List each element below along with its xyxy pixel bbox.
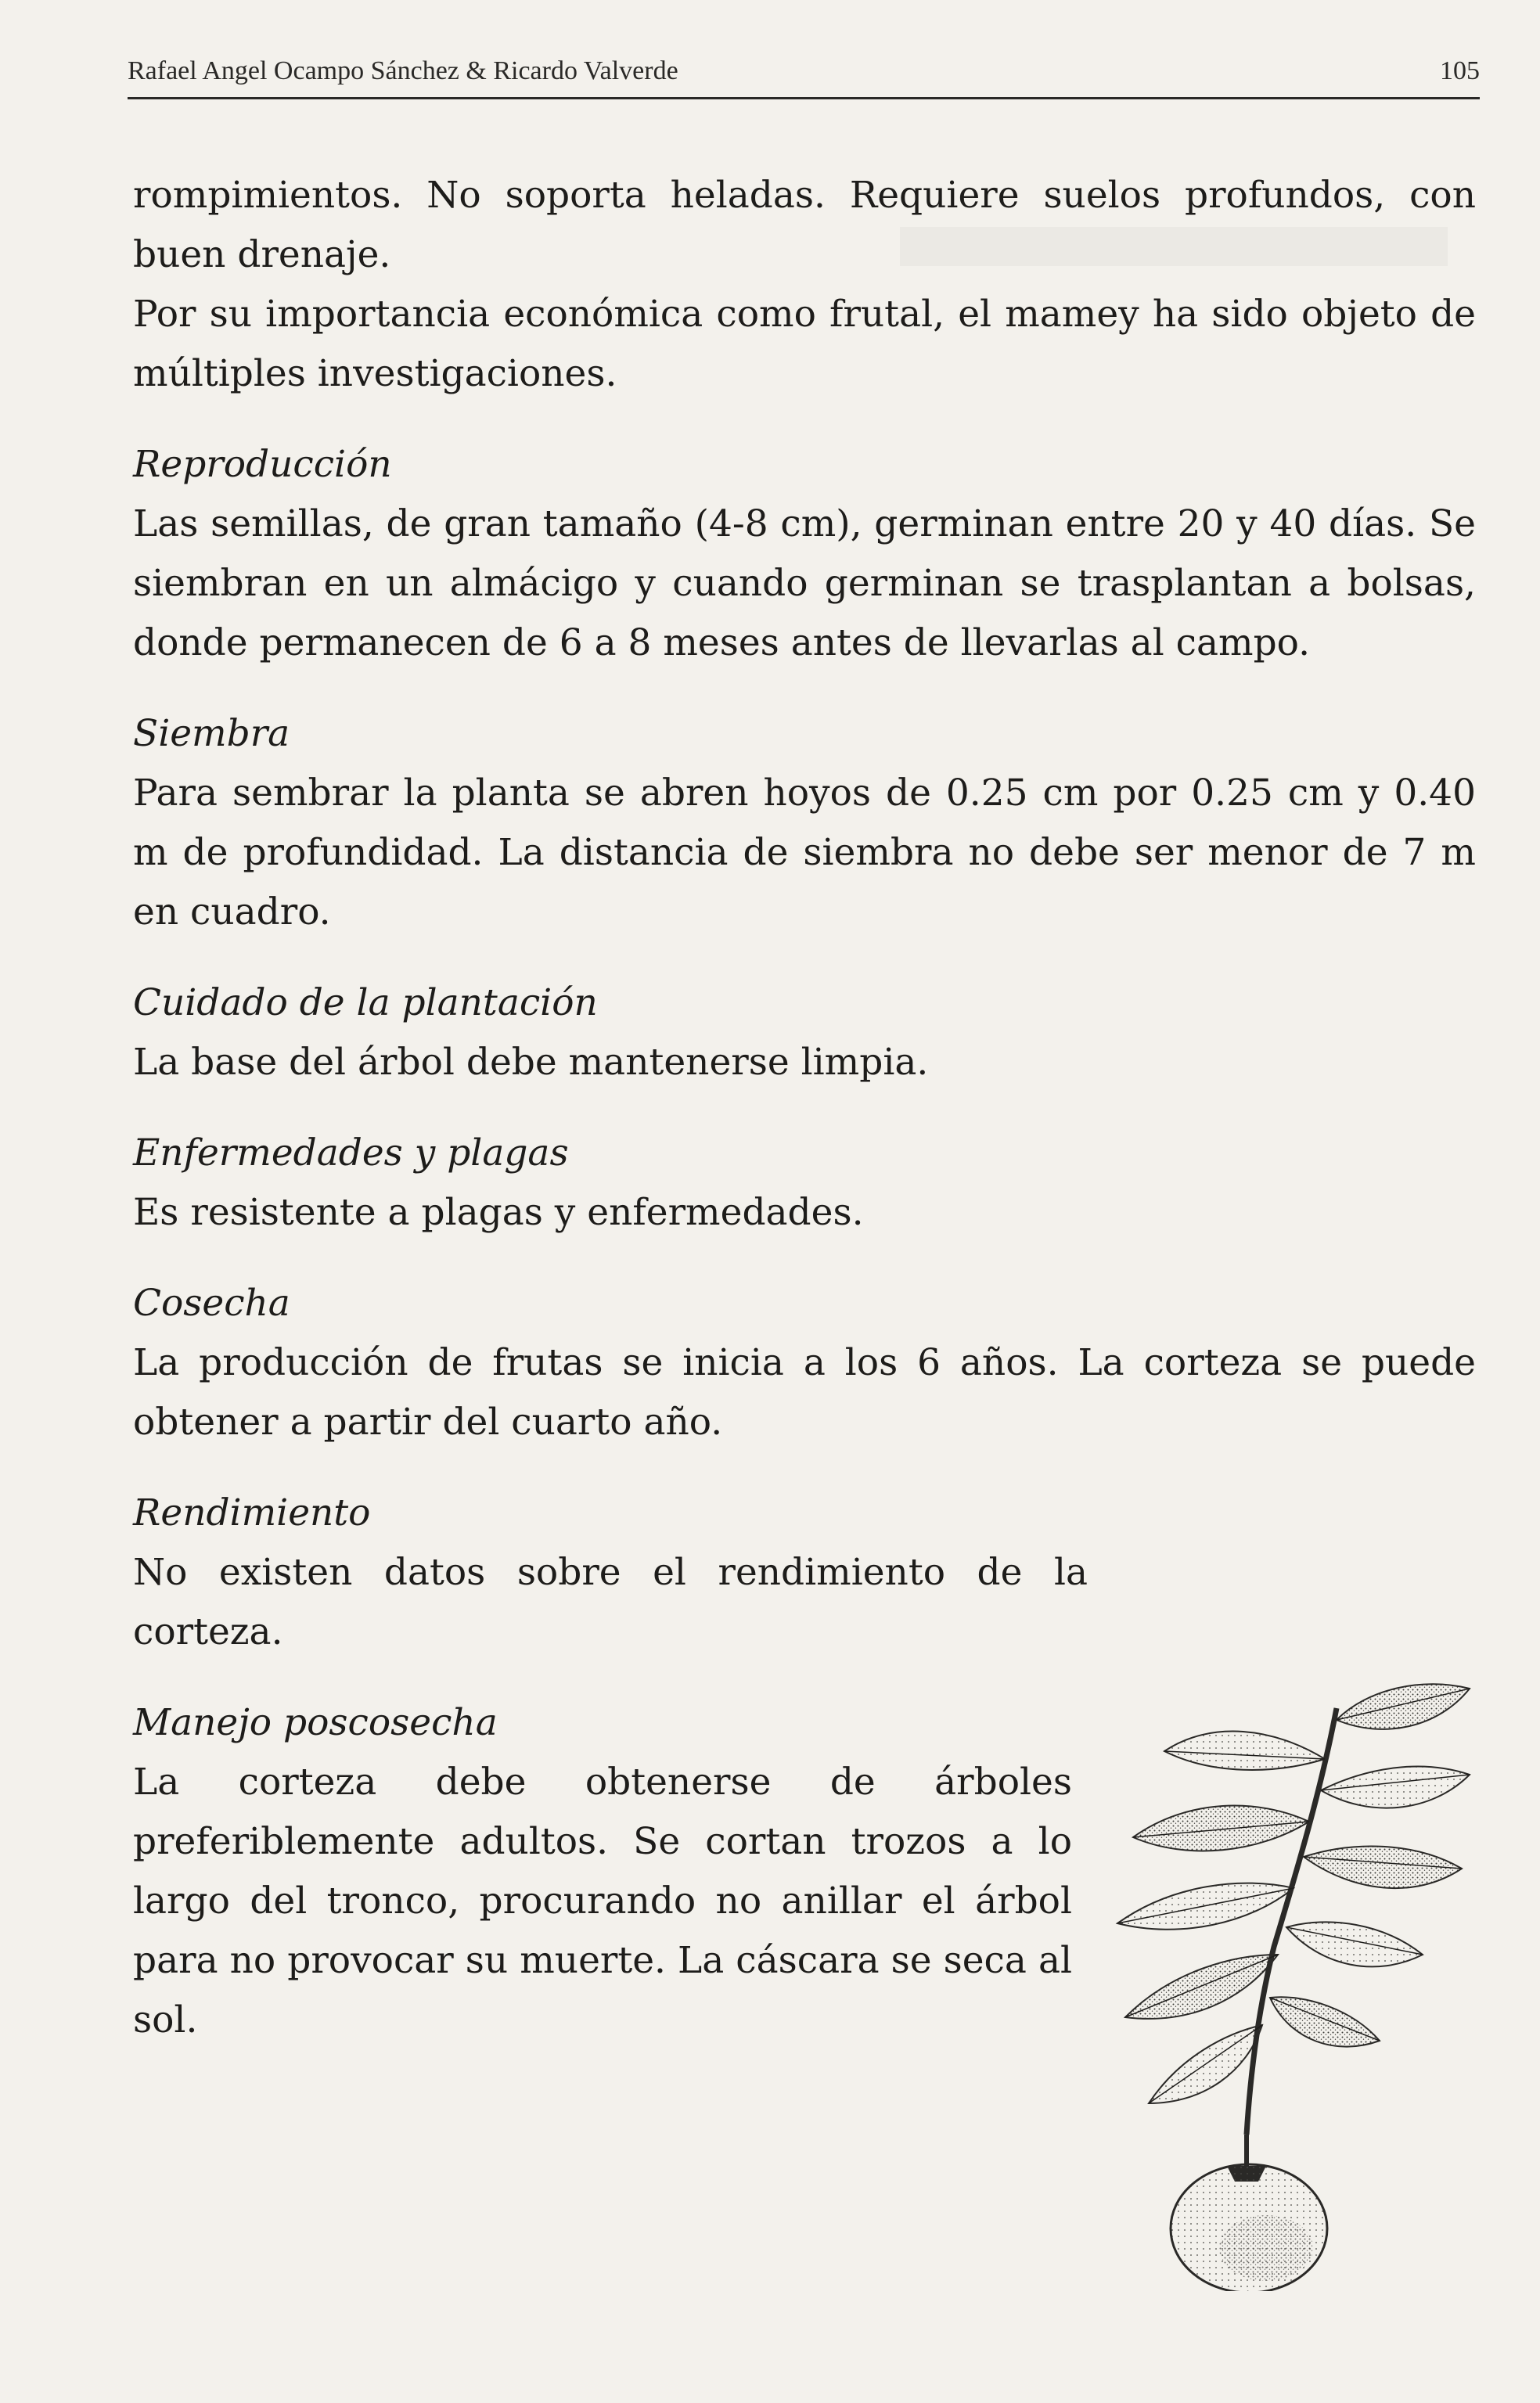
- intro-paragraph-1: rompimientos. No soporta heladas. Requiere suelos profundos, con buen drenaje.: [133, 174, 1476, 276]
- section-text: Para sembrar la planta se abren hoyos de 0.25 cm por 0.25 cm y 0.40 m de profundidad. La distancia de siembra no debe ser menor de 7 m en cuadro.: [133, 772, 1476, 934]
- section-text: La corteza debe obtenerse de árboles preferiblemente adultos. Se cortan trozos a lo largo del tronco, procurando no anillar el árbol para no provocar su muerte. La cáscara se seca al sol.: [133, 1761, 1072, 2041]
- section-title: Manejo poscosecha: [133, 1701, 498, 1744]
- page-header: [128, 50, 1480, 99]
- section-reproduccion: [133, 435, 1476, 673]
- section-title: Enfermedades y plagas: [133, 1131, 569, 1175]
- page-number: 105: [1440, 56, 1480, 85]
- section-text: Las semillas, de gran tamaño (4-8 cm), germinan entre 20 y 40 días. Se siembran en un almácigo y cuando germinan se trasplantan a bolsas, donde permanecen de 6 a 8 meses antes de llevarlas al campo.: [133, 502, 1476, 664]
- mamey-fruit-branch-icon: [1102, 1665, 1485, 2291]
- section-text: Es resistente a plagas y enfermedades.: [133, 1191, 864, 1234]
- section-enfermedades: [133, 1124, 1476, 1243]
- section-text: No existen datos sobre el rendimiento de la corteza.: [133, 1551, 1088, 1653]
- section-title: Cosecha: [133, 1282, 290, 1325]
- running-head-authors: Rafael Angel Ocampo Sánchez & Ricardo Valverde: [128, 56, 678, 85]
- botanical-illustration: [1102, 1665, 1485, 2291]
- section-text: La base del árbol debe mantenerse limpia.: [133, 1041, 929, 1084]
- section-title: Rendimiento: [133, 1491, 371, 1534]
- section-title: Siembra: [133, 712, 290, 755]
- section-title: Reproducción: [133, 443, 392, 486]
- section-rendimiento: [133, 1484, 1476, 1662]
- intro-paragraph-2: Por su importancia económica como frutal, el mamey ha sido objeto de múltiples investigaciones.: [133, 293, 1476, 395]
- section-title: Cuidado de la plantación: [133, 981, 598, 1024]
- section-cuidado: [133, 973, 1476, 1092]
- section-cosecha: [133, 1274, 1476, 1452]
- section-text: La producción de frutas se inicia a los 6 años. La corteza se puede obtener a partir del cuarto año.: [133, 1341, 1476, 1444]
- section-siembra: [133, 704, 1476, 942]
